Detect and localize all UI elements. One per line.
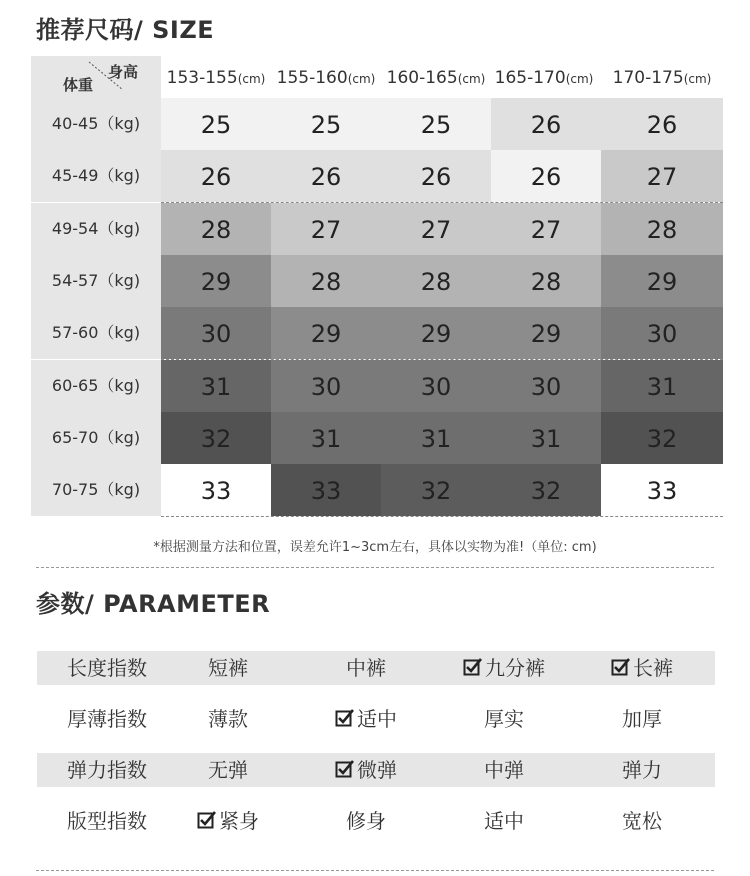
size-cell: 25: [381, 98, 491, 150]
parameter-option: [582, 804, 702, 838]
height-unit-label: (cm): [683, 72, 712, 86]
size-cell: 33: [601, 464, 723, 516]
size-cell: 26: [491, 150, 601, 202]
size-cell: 26: [381, 150, 491, 202]
parameter-option-label: 无弹: [208, 758, 248, 782]
parameter-row: [37, 651, 715, 685]
parameter-option: [168, 804, 288, 838]
height-range-label: 153-155: [166, 68, 238, 88]
size-cell: 29: [381, 307, 491, 359]
parameter-option: [168, 702, 288, 736]
checkbox-checked-icon: [197, 809, 219, 833]
section-divider: [36, 567, 714, 568]
parameter-option-label: 修身: [346, 809, 386, 833]
size-cell: 26: [271, 150, 381, 202]
parameter-label: 长度指数: [67, 656, 147, 680]
parameter-option: [306, 753, 426, 787]
size-cell: 28: [491, 255, 601, 307]
bottom-divider: [36, 870, 714, 871]
size-cell: 30: [601, 307, 723, 359]
size-cell: 27: [491, 203, 601, 255]
size-cell: 30: [381, 360, 491, 412]
size-cell: 26: [601, 98, 723, 150]
weight-row-header: 57-60（kg): [31, 307, 161, 359]
parameter-option-label: 中裤: [346, 656, 386, 680]
size-cell: 31: [491, 412, 601, 464]
checkbox-checked-icon: [611, 656, 633, 680]
weight-row-header: 49-54（kg): [31, 203, 161, 255]
size-section-title: 推荐尺码/ SIZE: [36, 16, 215, 44]
height-column-header: [271, 56, 381, 98]
parameter-option-label: 厚实: [484, 707, 524, 731]
table-corner-header: [31, 56, 161, 98]
size-cell: 32: [491, 464, 601, 516]
height-unit-label: (cm): [237, 72, 266, 86]
checkbox-checked-icon: [335, 707, 357, 731]
parameter-option-label: 宽松: [622, 809, 662, 833]
parameter-option-label: 中弹: [484, 758, 524, 782]
parameter-option: [168, 753, 288, 787]
parameter-option: [444, 753, 564, 787]
parameter-option-label: 短裤: [208, 656, 248, 680]
size-cell: 28: [271, 255, 381, 307]
parameter-option-label: 薄款: [208, 707, 248, 731]
row-separator: [161, 516, 723, 517]
weight-row-header: 40-45（kg): [31, 98, 161, 150]
parameter-option-label: 紧身: [219, 809, 259, 833]
parameter-option-label: 适中: [484, 809, 524, 833]
parameter-option: [168, 651, 288, 685]
parameter-option: [582, 753, 702, 787]
size-cell: 32: [601, 412, 723, 464]
parameter-option-label: 九分裤: [485, 656, 545, 680]
size-cell: 32: [161, 412, 271, 464]
height-range-label: 170-175: [612, 68, 684, 88]
height-unit-label: (cm): [347, 72, 376, 86]
parameter-row: [37, 804, 715, 838]
size-cell: 26: [161, 150, 271, 202]
size-cell: 30: [271, 360, 381, 412]
size-cell: 29: [491, 307, 601, 359]
height-unit-label: (cm): [565, 72, 594, 86]
height-range-label: 155-160: [276, 68, 348, 88]
weight-row-header: 70-75（kg): [31, 464, 161, 516]
size-cell: 29: [161, 255, 271, 307]
size-cell: 25: [161, 98, 271, 150]
parameter-option-label: 长裤: [633, 656, 673, 680]
size-cell: 28: [381, 255, 491, 307]
height-range-label: 160-165: [386, 68, 458, 88]
height-column-header: [381, 56, 491, 98]
size-chart-table: [31, 56, 723, 516]
size-cell: 33: [161, 464, 271, 516]
parameter-option: [444, 702, 564, 736]
parameter-label: 版型指数: [67, 809, 147, 833]
parameter-option: [444, 651, 564, 685]
parameter-option: [306, 651, 426, 685]
height-axis-label: 身高: [108, 63, 139, 81]
height-column-header: [601, 56, 723, 98]
checkbox-checked-icon: [463, 656, 485, 680]
size-cell: 31: [381, 412, 491, 464]
weight-row-header: 60-65（kg): [31, 360, 161, 412]
size-cell: 30: [491, 360, 601, 412]
size-cell: 31: [601, 360, 723, 412]
parameter-option-label: 加厚: [622, 707, 662, 731]
size-cell: 29: [601, 255, 723, 307]
size-cell: 26: [491, 98, 601, 150]
size-cell: 25: [271, 98, 381, 150]
height-range-label: 165-170: [494, 68, 566, 88]
size-cell: 30: [161, 307, 271, 359]
measurement-note: *根据测量方法和位置，误差允许1~3cm左右，具体以实物为准!（单位: cm): [153, 540, 597, 555]
weight-row-header: 45-49（kg): [31, 150, 161, 202]
parameter-label: 弹力指数: [67, 758, 147, 782]
parameter-option: [306, 804, 426, 838]
size-cell: 28: [601, 203, 723, 255]
diagonal-divider-icon: [31, 56, 161, 98]
size-cell: 33: [271, 464, 381, 516]
checkbox-checked-icon: [335, 758, 357, 782]
parameter-option: [306, 702, 426, 736]
parameter-section-title: 参数/ PARAMETER: [36, 590, 271, 618]
size-cell: 31: [161, 360, 271, 412]
parameter-option-label: 微弹: [357, 758, 397, 782]
weight-row-header: 54-57（kg): [31, 255, 161, 307]
size-cell: 32: [381, 464, 491, 516]
parameter-row: [37, 753, 715, 787]
weight-row-header: 65-70（kg): [31, 412, 161, 464]
size-cell: 28: [161, 203, 271, 255]
height-unit-label: (cm): [457, 72, 486, 86]
size-cell: 31: [271, 412, 381, 464]
size-cell: 27: [381, 203, 491, 255]
parameter-label: 厚薄指数: [67, 707, 147, 731]
size-cell: 27: [601, 150, 723, 202]
parameter-row: [37, 702, 715, 736]
parameter-option-label: 适中: [357, 707, 397, 731]
parameter-option-label: 弹力: [622, 758, 662, 782]
size-cell: 29: [271, 307, 381, 359]
parameter-option: [582, 651, 702, 685]
size-cell: 27: [271, 203, 381, 255]
weight-axis-label: 体重: [63, 76, 94, 94]
height-column-header: [489, 56, 599, 98]
parameter-option: [582, 702, 702, 736]
parameter-option: [444, 804, 564, 838]
height-column-header: [161, 56, 271, 98]
